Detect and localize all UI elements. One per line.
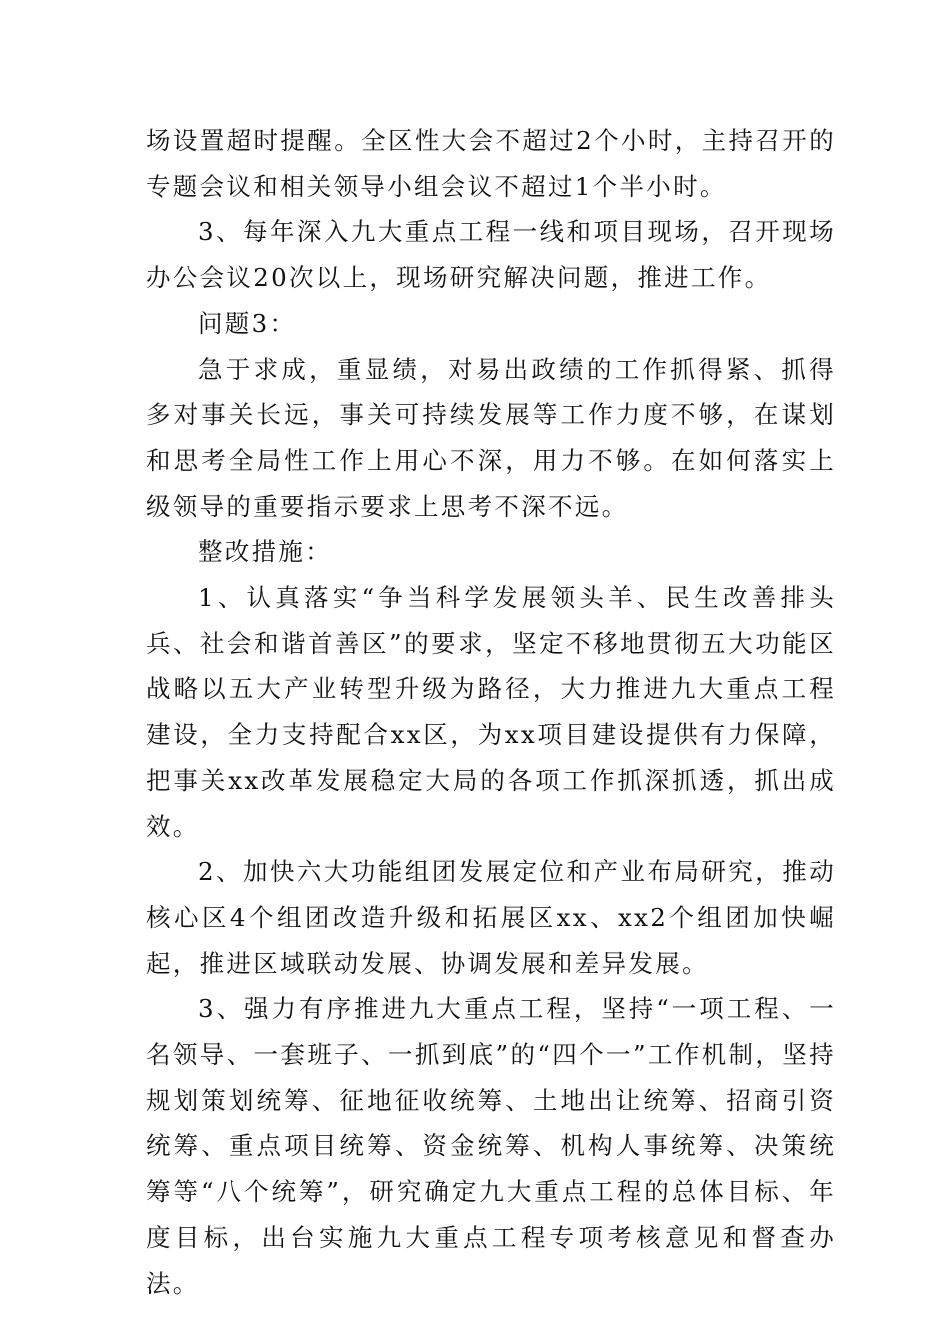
section-heading-problem-3: 问题3： — [198, 308, 297, 338]
section-heading-rectification: 整改措施： — [198, 537, 332, 567]
paragraph-rectification-3: 3、强力有序推进九大重点工程，坚持“一项工程、一名领导、一套班子、一抓到底”的“四个一”工作机制，坚持规划策划统筹、征地征收统筹、土地出让统筹、招商引资统筹、重点项目统筹、资金统筹、机构人事统筹、决策统筹等“八个统筹”，研究确定九大重点工程的总体目标、年度目标，出台实施九大重点工程专项考核意见和督查办法。 — [146, 994, 836, 1298]
paragraph-rectification-2: 2、加快六大功能组团发展定位和产业布局研究，推动核心区4个组团改造升级和拓展区xx、xx2个组团加快崛起，推进区域联动发展、协调发展和差异发展。 — [146, 857, 836, 978]
paragraph-rectification-1: 1、认真落实“争当科学发展领头羊、民生改善排头兵、社会和谐首善区”的要求，坚定不移地贯彻五大功能区战略以五大产业转型升级为路径，大力推进九大重点工程建设，全力支持配合xx区，为xx项目建设提供有力保障，把事关xx改革发展稳定大局的各项工作抓深抓透，抓出成效。 — [146, 583, 836, 841]
paragraph-measure-3: 3、每年深入九大重点工程一线和项目现场，召开现场办公会议20次以上，现场研究解决问题，推进工作。 — [146, 217, 836, 293]
paragraph-continuation: 场设置超时提醒。全区性大会不超过2个小时，主持召开的专题会议和相关领导小组会议不超过1个半小时。 — [146, 126, 836, 201]
document-body — [146, 118, 836, 1306]
paragraph-problem-3-description: 急于求成，重显绩，对易出政绩的工作抓得紧、抓得多对事关长远，事关可持续发展等工作力度不够，在谋划和思考全局性工作上用心不深，用力不够。在如何落实上级领导的重要指示要求上思考不深不远。 — [146, 354, 836, 521]
